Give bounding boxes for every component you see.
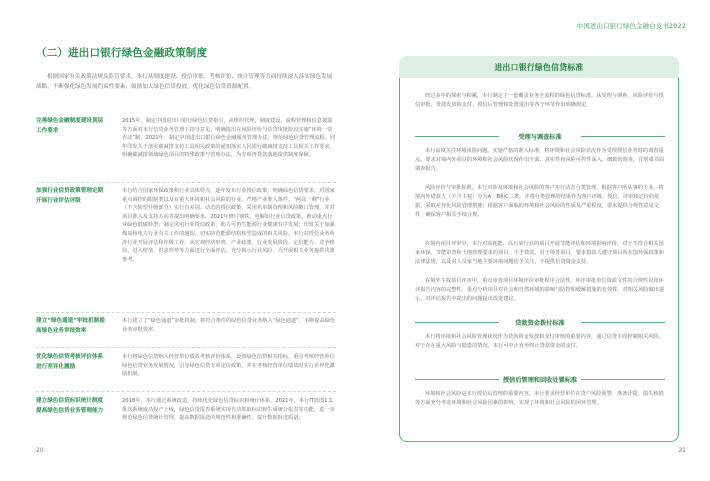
page-number-right: 21 bbox=[678, 447, 686, 454]
policy-label: 建立“绿色通道”审批机制提高绿色业务审批效率 bbox=[36, 318, 105, 334]
subsection-heading: 授信后管理和回收处置标准 bbox=[415, 375, 665, 384]
policy-text: 本行将绿色信贷纳入经营单位绩效考核评价体系，设置绿色信贷相关指标，重点考核经营单位绿色信贷业务发展情况，引导绿色信贷专项定价政策，并在考核经营单位绩效时实行差异化激励机制。 bbox=[122, 354, 335, 378]
standards-box-title: 进出口银行绿色信贷标准 bbox=[494, 63, 584, 72]
policy-text: 本行建立了“绿色通道”审批机制，将符合条件的绿色信贷业务纳入“绿色通道”，不断提高绿色业务审批效率。 bbox=[122, 318, 336, 333]
policy-label: 建立绿色信贷标识统计制度提高绿色信贷业务管理能力 bbox=[36, 398, 104, 414]
section-intro: 根据国家有关政策法规及监管要求，本行从制度建设、授信审批、考核评价、统计管理等方面持续深入落实绿色发展战略，不断强化绿色发展约束性要素，鼓励加大绿色信贷投放，优化绿色信贷资源配置。 bbox=[36, 74, 333, 91]
standards-intro: 经过多年的探索与积累，本行制定了一套覆盖业务全流程的绿色信贷标准。从受理与调查、风险评价与授信审批、贷款发放和支付、授信后管理和处置退出等各个环节作出明确规定。 bbox=[415, 93, 664, 108]
paragraph: 风险评价与审批标准。本行对涉及环境和社会风险的客户实行动态分类管理，根据客户所从事的主业，将境内外借款人（不含主权）分为A、B和C三类，并将分类管理的结果作为客户评级、授信、评审和定价的依据，采取差异化风险管理措施；根据客户面临的环境和社会风险的性质及严重程度，要求提供合规性意见文件，确保客户相关手续合规。 bbox=[415, 185, 664, 218]
standards-box-header bbox=[399, 56, 679, 78]
divider bbox=[36, 312, 336, 313]
policy-text: 2015年，制定中国进出口银行绿色信贷指引，从组织管理、制度建设、流程管理和信息披露等方面对本行信贷业务管理下指导意见，明确提出在风险评价与信贷审批阶段实施“环境一票否决”制。2021年，制定中国进出口银行绿色金融服务管理办法，规范绿色信贷管理流程。同年印发关于落实碳减排支持工具相关政策的通知落实人民银行碳减排支持工具相关工作要求，明确碳减排领域绿色项目的特殊政策与管理办法，为专项再贷款落地提供制度保障。 bbox=[122, 118, 336, 159]
policy-text: 本行结合国家环保政策和行业具体特点，逐年发布行业授信政策，明确绿色信贷要求。对国家重点调控的限制类以及有重大环境和社会风险的行业，严格产业准入条件。“两高一剩”行业（不含转型升级部分）实行有差别、动态的授信政策，采用名单制管理和风险敞口管理，并对项目准入及支持方向等提出明确要求。2021年修订钢铁、电解铝行业信贷政策，推动重点行业绿色低碳转型；制定风电行业授信政策，助力可再生能源行业健康有序发展；印发关于加强煤炭和电力行业有关工作的通知，切实防范能源结构转型造成的相关风险。本行对授信业务所涉行业开展评估和评级工作，从宏观经济形势、产业政策、行业发展阶段、定价能力、竞争格局、进入壁垒、供求形势等方面进行全面评估，充分揭示行业风险，为开展相关业务提供决策参考。 bbox=[122, 188, 335, 263]
policy-label: 加强行业信贷政策管理定期开展行业评估评级 bbox=[36, 188, 104, 204]
subsection-heading: 贷款资金拨付标准 bbox=[415, 318, 665, 327]
policy-label: 优化绿色信贷考核评价体系进行差异化激励 bbox=[36, 354, 104, 370]
divider bbox=[36, 182, 336, 183]
policy-text: 2018年，本行通过系统改造，持续优化绿色信贷标识和统计体系。2021年，本行IT蓝图1.1批次系统成功投产上线，绿色信贷报表系统实现自动抓取标识和生成统计报表等功能，进一步规范绿色信贷统计管理，提高数据报送的规范性和准确性。提升数据报送质量。 bbox=[122, 398, 335, 422]
paragraph: 本行将环境和社会风险管理状况作为贷款资金发放和支付审核的重要内容，通过信贷手段控制相关风险。对于存在重大风险与隐患的情况，本行可中止直至终止贷款资金的支付。 bbox=[415, 334, 664, 349]
paragraph: 在境外主权项目评审中，重点审查项目环境评价审批程序合法性、环评审批单位资质文件的合规性以及环评报告内容的完整性，重点分析项目对社会和自然环境的影响与防控和缓解措施的有效性，对相关风险做出提示，对评估报告中提出的问题提出改进建议。 bbox=[415, 278, 665, 302]
divider bbox=[36, 391, 336, 392]
paragraph: 本行高度关注环境风险问题，实施严格的准入标准，将环境和社会风险状况作为受理授信业务时的调查重点。要求对境内外项目的环境和社会风险状况作出全面、真实性和风险可控性深入、细致的调查，并形成书面调查报告。 bbox=[415, 148, 665, 172]
page-number-left: 20 bbox=[36, 447, 44, 454]
policy-label: 完善绿色金融制度建设顶层工作要求 bbox=[36, 118, 104, 134]
paragraph: 环境和社会风险是本行授信后管理的重要内容。本行要求经营单位在贷户风险预警、准备计提、损失核销等方面充分考虑环境和社会风险因素的影响，实现了环境和社会风险的闭环管理。 bbox=[415, 391, 664, 406]
section-title: （二）进出口银行绿色金融政策制度 bbox=[36, 47, 208, 59]
subsection-heading: 受理与调查标准 bbox=[415, 132, 665, 141]
paragraph: 在境内项目评审中，本行对高耗能、高污染行业的项目开展节能评估和环境影响评价，对于不符合相关国家环保、节能审查和土地管理要求的项目，不予贷款。对于境外项目，要求借款人遵守项目所在国环保政策和法律法规，以及对人员家当地主要环境问题给予关注，不提供信贷资金支持。 bbox=[415, 241, 665, 265]
divider bbox=[36, 347, 336, 348]
running-head: 中国进出口银行绿色金融白皮书2022 bbox=[576, 22, 686, 30]
